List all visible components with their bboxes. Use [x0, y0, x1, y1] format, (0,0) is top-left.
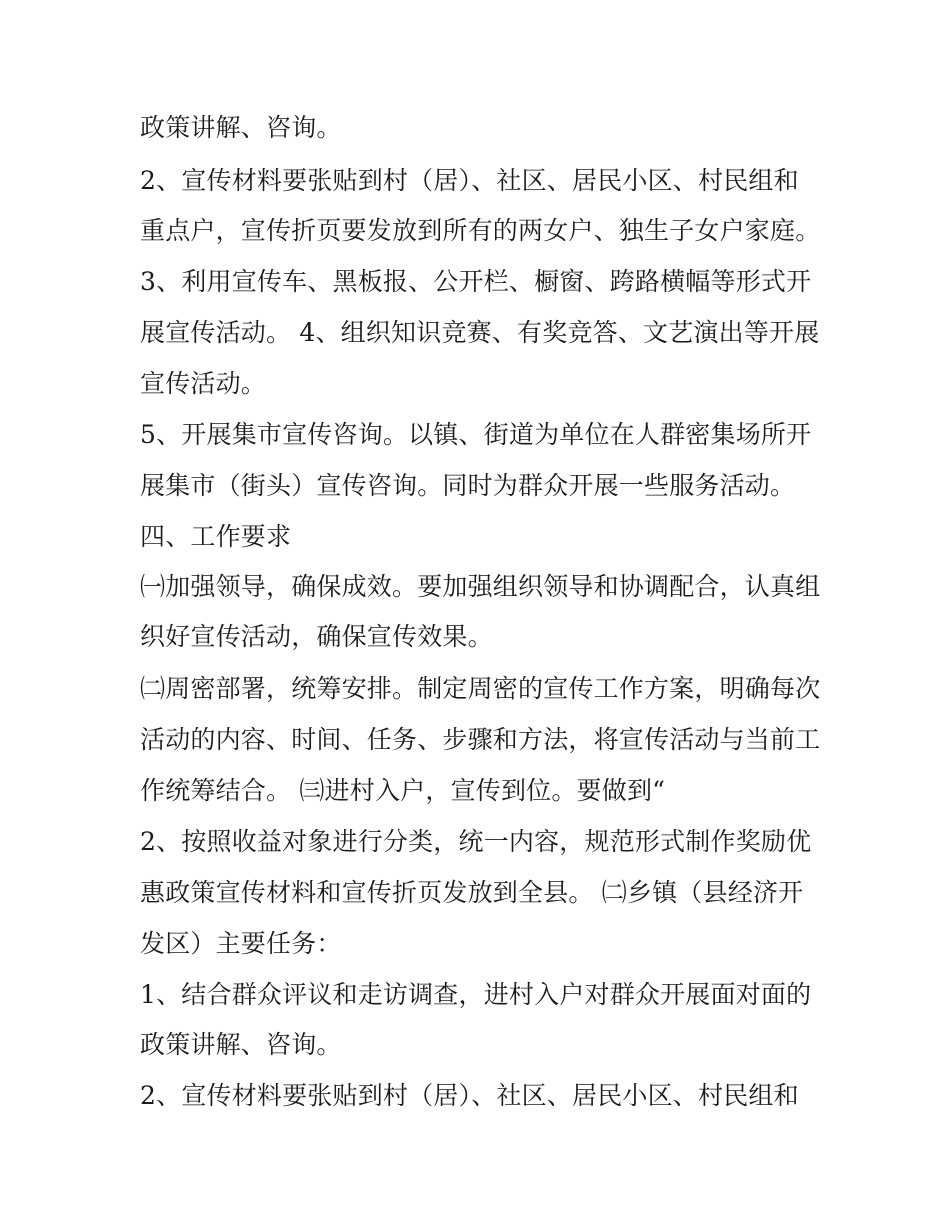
- text-line: 2、按照收益对象进行分类，统一内容，规范形式制作奖励优: [140, 827, 812, 856]
- text-line: 3、利用宣传车、黑板报、公开栏、橱窗、跨路横幅等形式开: [140, 267, 812, 296]
- text-line: 织好宣传活动，确保宣传效果。: [140, 622, 493, 651]
- text-line: ㈡周密部署，统筹安排。制定周密的宣传工作方案，明确每次: [140, 674, 821, 703]
- text-line: 5、开展集市宣传咨询。以镇、街道为单位在人群密集场所开: [140, 420, 812, 449]
- text-line: 惠政策宣传材料和宣传折页发放到全县。 ㈡乡镇（县经济开: [140, 878, 804, 907]
- text-line: 展集市（街头）宣传咨询。同时为群众开展一些服务活动。: [140, 471, 796, 500]
- text-line: 作统筹结合。 ㈢进村入户，宣传到位。要做到“: [140, 776, 666, 805]
- text-line: ㈠加强领导，确保成效。要加强组织领导和协调配合，认真组: [140, 572, 821, 601]
- text-line: 2、宣传材料要张贴到村（居）、社区、居民小区、村民组和: [140, 166, 799, 195]
- text-line: 发区）主要任务：: [140, 929, 342, 958]
- text-line: 政策讲解、咨询。: [140, 1030, 342, 1059]
- text-line: 1、结合群众评议和走访调查，进村入户对群众开展面对面的: [140, 980, 812, 1009]
- text-line: 展宣传活动。 4、组织知识竞赛、有奖竞答、文艺演出等开展: [140, 318, 820, 347]
- text-line: 宣传活动。: [140, 369, 267, 398]
- text-line: 2、宣传材料要张贴到村（居）、社区、居民小区、村民组和: [140, 1081, 799, 1110]
- text-line: 重点户，宣传折页要发放到所有的两女户、独生子女户家庭。: [140, 216, 821, 245]
- text-line: 活动的内容、时间、任务、步骤和方法，将宣传活动与当前工: [140, 725, 821, 754]
- section-heading: 四、工作要求: [140, 522, 292, 551]
- text-line: 政策讲解、咨询。: [140, 113, 342, 142]
